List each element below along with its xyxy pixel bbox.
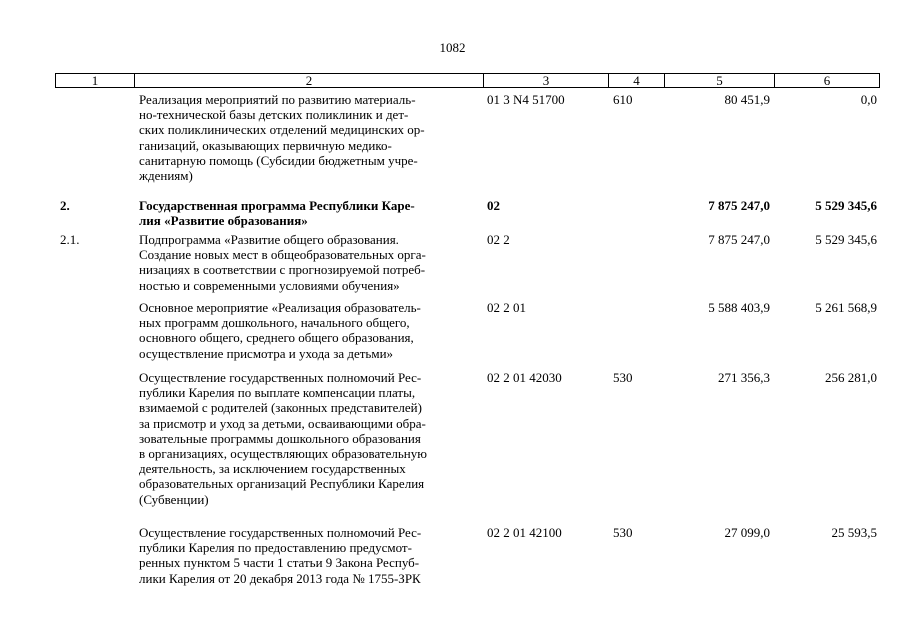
header-col-6: 6 — [823, 73, 831, 88]
row-code: 01 3 N4 51700 — [487, 92, 565, 107]
row-code: 02 2 — [487, 232, 510, 247]
description-line: зовательные программы дошкольного образования — [139, 430, 421, 446]
header-col-3: 3 — [484, 74, 609, 87]
description-line: ных программ дошкольного, начального общего, — [139, 315, 410, 331]
row-number: 2. — [60, 198, 70, 213]
description-line: ждениям) — [139, 168, 193, 184]
row-value-2: 5 261 568,9 — [815, 300, 877, 315]
row-description — [139, 198, 479, 228]
row-value-1: 27 099,0 — [724, 525, 770, 540]
row-value-1: 5 588 403,9 — [708, 300, 770, 315]
row-description — [139, 300, 479, 361]
description-line: образовательных организаций Республики Карелия — [139, 476, 425, 492]
description-line: Осуществление государственных полномочий Рес- — [139, 370, 422, 385]
row-value-2: 0,0 — [860, 92, 877, 107]
description-line: Создание новых мест в общеобразовательных орга- — [139, 247, 426, 263]
row-value-2: 25 593,5 — [831, 525, 877, 540]
description-line: лия «Развитие образования» — [139, 213, 308, 229]
description-line: Основное мероприятие «Реализация образователь- — [139, 300, 421, 315]
page-number: 1082 — [439, 40, 466, 55]
row-type: 610 — [613, 92, 633, 107]
description-line: низациях в соответствии с прогнозируемой потреб- — [139, 262, 426, 278]
description-line: ностью и современными условиями обучения» — [139, 277, 400, 293]
description-line: ганизаций, оказывающих первичную медико- — [139, 137, 392, 153]
description-line: санитарную помощь (Субсидии бюджетным учре- — [139, 152, 418, 168]
description-line: основного общего, среднего общего образования, — [139, 330, 414, 346]
row-value-1: 7 875 247,0 — [708, 198, 770, 213]
row-value-2: 5 529 345,6 — [815, 198, 877, 213]
description-line: Осуществление государственных полномочий Рес- — [139, 525, 422, 540]
row-description — [139, 525, 479, 586]
row-value-1: 7 875 247,0 — [708, 232, 770, 247]
description-line: Подпрограмма «Развитие общего образования. — [139, 232, 399, 247]
description-line: лики Карелия от 20 декабря 2013 года № 1755-ЗРК — [139, 570, 421, 586]
header-col-1: 1 — [56, 74, 135, 87]
row-code: 02 2 01 42100 — [487, 525, 562, 540]
description-line: деятельность, за исключением государственных — [139, 461, 406, 477]
row-code: 02 2 01 — [487, 300, 526, 315]
row-description — [139, 92, 479, 183]
description-line: но-технической базы детских поликлиник и дет- — [139, 107, 409, 123]
description-line: Реализация мероприятий по развитию материаль- — [139, 92, 416, 107]
header-col-2: 2 — [135, 74, 484, 87]
row-value-1: 271 356,3 — [718, 370, 770, 385]
row-code: 02 — [487, 198, 500, 213]
description-line: в организациях, осуществляющих образовательную — [139, 446, 427, 462]
description-line: ских поликлинических отделений медицинских ор- — [139, 122, 425, 138]
header-col-4: 4 — [609, 74, 665, 87]
row-type: 530 — [613, 370, 633, 385]
row-value-2: 5 529 345,6 — [815, 232, 877, 247]
description-line: Государственная программа Республики Каре- — [139, 198, 415, 213]
row-number: 2.1. — [60, 232, 80, 247]
row-description — [139, 370, 479, 507]
description-line: взимаемой с родителей (законных представителей) — [139, 400, 422, 416]
row-code: 02 2 01 42030 — [487, 370, 562, 385]
row-value-1: 80 451,9 — [724, 92, 770, 107]
description-line: осуществление присмотра и ухода за детьми» — [139, 345, 394, 361]
row-description — [139, 232, 479, 293]
description-line: публики Карелия по предоставлению предусмот- — [139, 540, 412, 556]
description-line: за присмотр и уход за детьми, осваивающими обра- — [139, 415, 426, 431]
table-header — [55, 73, 880, 88]
row-value-2: 256 281,0 — [825, 370, 877, 385]
description-line: (Субвенции) — [139, 491, 209, 507]
description-line: публики Карелия по выплате компенсации платы, — [139, 385, 416, 401]
header-col-5: 5 — [665, 74, 775, 87]
description-line: ренных пунктом 5 части 1 статьи 9 Закона Респуб- — [139, 555, 420, 571]
row-type: 530 — [613, 525, 633, 540]
